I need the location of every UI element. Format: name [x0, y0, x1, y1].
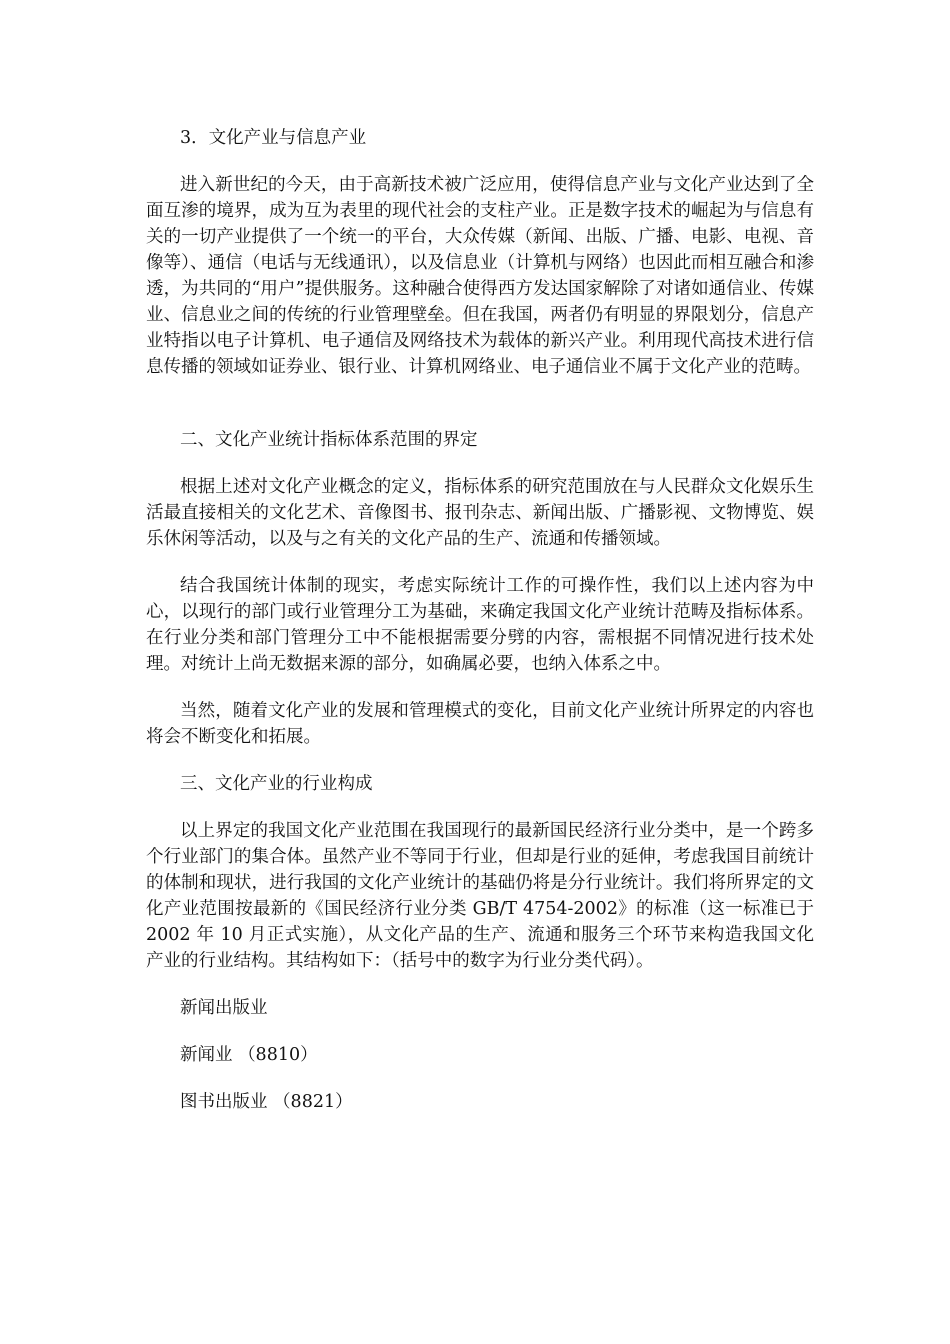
- list-item-book-publishing: 图书出版业 （8821）: [180, 1092, 353, 1112]
- paragraph-info-industry: 进入新世纪的今天，由于高新技术被广泛应用，使得信息产业与文化产业达到了全面互渗的境界，成为互为表里的现代社会的支柱产业。正是数字技术的崛起为与信息有关的一切产业提供了一个统一的平台，大众传媒（新闻、出版、广播、电影、电视、音像等）、通信（电话与无线通讯），以及信息业（计算机与网络）也因此而相互融合和渗透，为共同的“用户”提供服务。这种融合使得西方发达国家解除了对诸如通信业、传媒业、信息业之间的传统的行业管理壁垒。但在我国，两者仍有明显的界限划分，信息产业特指以电子计算机、电子通信及网络技术为载体的新兴产业。利用现代高技术进行信息传播的领域如证券业、银行业、计算机网络业、电子通信业不属于文化产业的范畴。: [146, 175, 814, 377]
- paragraph-structure: 以上界定的我国文化产业范围在我国现行的最新国民经济行业分类中，是一个跨多个行业部门的集合体。虽然产业不等同于行业，但却是行业的延伸，考虑我国目前统计的体制和现状，进行我国的文化产业统计的基础仍将是分行业统计。我们将所界定的文化产业范围按最新的《国民经济行业分类 GB/T 4754-2002》的标准（这一标准已于 2002 年 10 月正式实施），从文化产品的生产、流通和服务三个环节来构造我国文化产业的行业结构。其结构如下：（括号中的数字为行业分类代码）。: [146, 821, 814, 971]
- section-heading-scope: 二、文化产业统计指标体系范围的界定: [180, 430, 478, 450]
- paragraph-scope: 根据上述对文化产业概念的定义，指标体系的研究范围放在与人民群众文化娱乐生活最直接相关的文化艺术、音像图书、报刊杂志、新闻出版、广播影视、文物博览、娱乐休闲等活动，以及与之有关的文化产品的生产、流通和传播领域。: [146, 477, 814, 549]
- section-heading-industry-structure: 三、文化产业的行业构成: [180, 774, 373, 794]
- paragraph-statistics-system: 结合我国统计体制的现实，考虑实际统计工作的可操作性，我们以上述内容为中心，以现行的部门或行业管理分工为基础，来确定我国文化产业统计范畴及指标体系。在行业分类和部门管理分工中不能根据需要分劈的内容，需根据不同情况进行技术处理。对统计上尚无数据来源的部分，如确属必要，也纳入体系之中。: [146, 576, 814, 674]
- section-heading-culture-info-industry: 3．文化产业与信息产业: [180, 128, 367, 148]
- list-item-news: 新闻业 （8810）: [180, 1045, 318, 1065]
- paragraph-change: 当然，随着文化产业的发展和管理模式的变化，目前文化产业统计所界定的内容也将会不断变化和拓展。: [146, 701, 814, 747]
- list-item-news-publishing: 新闻出版业: [180, 998, 268, 1018]
- document-body: [146, 125, 814, 1115]
